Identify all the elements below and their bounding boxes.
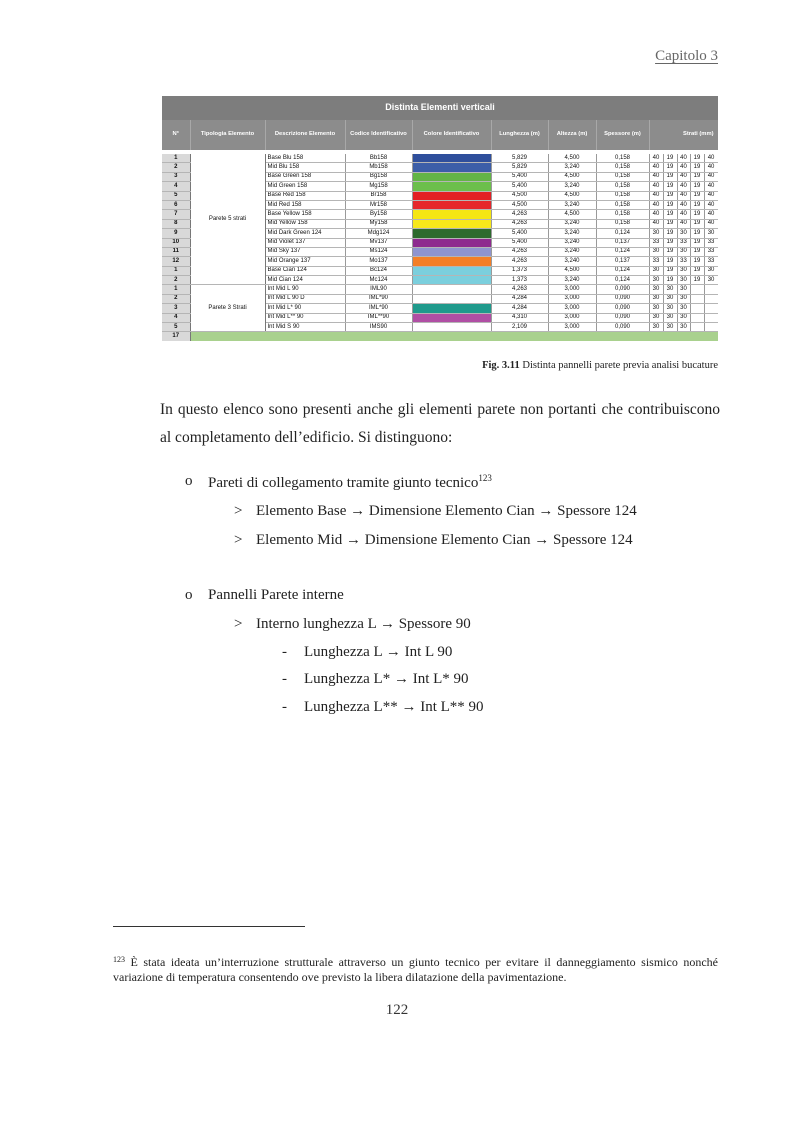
- strato-cell: 30: [649, 247, 663, 256]
- strato-cell: 40: [704, 219, 718, 228]
- row-number: 1: [162, 285, 190, 294]
- col-header-tipologia: Tipologia Elemento: [190, 120, 265, 150]
- figure-label: Fig. 3.11: [482, 360, 520, 371]
- row-number: 11: [162, 247, 190, 256]
- strato-cell: 19: [690, 276, 704, 285]
- code-cell: IML**90: [345, 313, 412, 322]
- strato-cell: 30: [677, 247, 690, 256]
- row-number: 2: [162, 294, 190, 303]
- strato-cell: 30: [649, 266, 663, 275]
- strato-cell: [690, 323, 704, 332]
- thickness-cell: 0,090: [596, 294, 649, 303]
- strato-cell: 19: [690, 200, 704, 209]
- thickness-cell: 0,158: [596, 163, 649, 172]
- description-cell: Mid Yellow 158: [265, 219, 345, 228]
- color-swatch: [412, 154, 491, 163]
- thickness-cell: 0,090: [596, 313, 649, 322]
- strato-cell: 30: [649, 276, 663, 285]
- table-body: [162, 150, 718, 341]
- height-cell: 3,000: [548, 294, 596, 303]
- color-swatch: [412, 182, 491, 191]
- col-header-codice: Codice Identificativo: [345, 120, 412, 150]
- strato-cell: 30: [663, 304, 677, 313]
- strato-cell: 40: [704, 182, 718, 191]
- length-cell: 1,373: [491, 276, 548, 285]
- description-cell: Int Mid L* 90: [265, 304, 345, 313]
- color-swatch: [412, 219, 491, 228]
- strato-cell: 19: [690, 210, 704, 219]
- strato-cell: 19: [663, 182, 677, 191]
- col-header-colore: Colore Identificativo: [412, 120, 491, 150]
- strato-cell: 30: [704, 229, 718, 238]
- tipologia-cell: Parete 3 Strati: [190, 285, 265, 332]
- strato-cell: 19: [663, 191, 677, 200]
- strato-cell: 19: [663, 247, 677, 256]
- strato-cell: 40: [677, 182, 690, 191]
- description-cell: Int Mid L** 90: [265, 313, 345, 322]
- code-cell: IML90: [345, 285, 412, 294]
- description-cell: Mid Cian 124: [265, 276, 345, 285]
- strato-cell: 30: [649, 285, 663, 294]
- height-cell: 3,240: [548, 238, 596, 247]
- strato-cell: 40: [649, 219, 663, 228]
- height-cell: 4,500: [548, 210, 596, 219]
- strato-cell: 19: [663, 229, 677, 238]
- strato-cell: [690, 285, 704, 294]
- strato-cell: 40: [677, 200, 690, 209]
- length-cell: 5,829: [491, 163, 548, 172]
- dash-item-l-2star: Lunghezza L** → Int L** 90: [304, 699, 484, 715]
- table-row: [162, 285, 718, 294]
- description-cell: Mid Green 158: [265, 182, 345, 191]
- page-number: 122: [385, 1002, 409, 1018]
- strato-cell: 30: [677, 304, 690, 313]
- strato-cell: 30: [677, 276, 690, 285]
- row-number: 5: [162, 191, 190, 200]
- strato-cell: 19: [663, 154, 677, 163]
- thickness-cell: 0,124: [596, 229, 649, 238]
- sub-item-base: Elemento Base → Dimensione Elemento Cian → Spessore 124: [256, 503, 637, 519]
- strato-cell: 40: [704, 200, 718, 209]
- strato-cell: 40: [649, 154, 663, 163]
- height-cell: 4,500: [548, 172, 596, 181]
- height-cell: 4,500: [548, 191, 596, 200]
- strato-cell: 40: [677, 191, 690, 200]
- color-swatch: [412, 257, 491, 266]
- strato-cell: [704, 313, 718, 322]
- chapter-header: Capitolo 3: [655, 48, 718, 64]
- color-swatch: [412, 247, 491, 256]
- strato-cell: 33: [677, 257, 690, 266]
- code-cell: Mo137: [345, 257, 412, 266]
- strato-cell: 30: [663, 323, 677, 332]
- figure-caption-text: Distinta pannelli parete previa analisi bucature: [519, 360, 718, 371]
- strato-cell: 30: [663, 285, 677, 294]
- length-cell: 4,263: [491, 285, 548, 294]
- footnote-text: È stata ideata un’interruzione strutturale attraverso un giunto tecnico per evitare il danneggiamento sismico nonché variazione di temperatura consentendo ove previsto la libera dilatazione della pavimentazione.: [113, 955, 718, 984]
- code-cell: Ms124: [345, 247, 412, 256]
- row-number: 3: [162, 304, 190, 313]
- strato-cell: 30: [649, 304, 663, 313]
- total-bar: [190, 332, 718, 341]
- description-cell: Base Blu 158: [265, 154, 345, 163]
- strato-cell: 40: [649, 163, 663, 172]
- row-number: 1: [162, 154, 190, 163]
- strato-cell: 19: [690, 172, 704, 181]
- height-cell: 3,000: [548, 285, 596, 294]
- strato-cell: 30: [677, 294, 690, 303]
- strato-cell: 19: [663, 238, 677, 247]
- strato-cell: 33: [704, 247, 718, 256]
- strato-cell: 40: [677, 172, 690, 181]
- description-cell: Base Green 158: [265, 172, 345, 181]
- strato-cell: 30: [704, 266, 718, 275]
- description-cell: Int Mid L 90 D: [265, 294, 345, 303]
- figure-caption: [482, 360, 718, 371]
- thickness-cell: 0,137: [596, 238, 649, 247]
- dash-marker-1: -: [282, 644, 287, 660]
- footnote: [113, 952, 718, 985]
- length-cell: 4,284: [491, 304, 548, 313]
- row-number: 9: [162, 229, 190, 238]
- strato-cell: 30: [649, 229, 663, 238]
- table-row: [162, 154, 718, 163]
- thickness-cell: 0,090: [596, 323, 649, 332]
- thickness-cell: 0,158: [596, 182, 649, 191]
- description-cell: Mid Dark Green 124: [265, 229, 345, 238]
- length-cell: 4,500: [491, 191, 548, 200]
- length-cell: 4,284: [491, 294, 548, 303]
- dash-marker-3: -: [282, 699, 287, 715]
- length-cell: 5,400: [491, 238, 548, 247]
- thickness-cell: 0,090: [596, 285, 649, 294]
- strato-cell: 40: [704, 191, 718, 200]
- height-cell: 3,240: [548, 182, 596, 191]
- body-paragraph: [160, 396, 720, 452]
- strato-cell: 19: [663, 200, 677, 209]
- strato-cell: 19: [663, 210, 677, 219]
- thickness-cell: 0,158: [596, 172, 649, 181]
- row-number: 10: [162, 238, 190, 247]
- row-number: 3: [162, 172, 190, 181]
- description-cell: Mid Red 158: [265, 200, 345, 209]
- strato-cell: 40: [677, 210, 690, 219]
- strato-cell: [690, 294, 704, 303]
- sub-marker-3: >: [234, 616, 243, 632]
- code-cell: Mc124: [345, 276, 412, 285]
- length-cell: 4,310: [491, 313, 548, 322]
- strato-cell: 30: [663, 313, 677, 322]
- table-total-row: [162, 332, 718, 341]
- footnote-number: 123: [113, 955, 125, 964]
- sub-item-mid: Elemento Mid → Dimensione Elemento Cian → Spessore 124: [256, 532, 633, 548]
- description-cell: Mid Violet 137: [265, 238, 345, 247]
- color-swatch: [412, 229, 491, 238]
- length-cell: 5,400: [491, 229, 548, 238]
- strato-cell: [704, 304, 718, 313]
- strato-cell: 40: [649, 200, 663, 209]
- length-cell: 4,263: [491, 257, 548, 266]
- length-cell: 4,500: [491, 200, 548, 209]
- color-swatch: [412, 191, 491, 200]
- description-cell: Base Yellow 158: [265, 210, 345, 219]
- code-cell: Mb158: [345, 163, 412, 172]
- height-cell: 3,240: [548, 219, 596, 228]
- sub-marker-2: >: [234, 532, 243, 548]
- bullet-item-1-text: Pareti di collegamento tramite giunto tecnico: [208, 475, 479, 491]
- col-header-num: N°: [162, 120, 190, 150]
- code-cell: Bg158: [345, 172, 412, 181]
- description-cell: Int Mid L 90: [265, 285, 345, 294]
- row-number: 8: [162, 219, 190, 228]
- strato-cell: 19: [663, 172, 677, 181]
- code-cell: Bb158: [345, 154, 412, 163]
- thickness-cell: 0,158: [596, 154, 649, 163]
- row-number: 7: [162, 210, 190, 219]
- thickness-cell: 0,158: [596, 191, 649, 200]
- strato-cell: 19: [690, 182, 704, 191]
- color-swatch: [412, 200, 491, 209]
- row-number: 12: [162, 257, 190, 266]
- length-cell: 1,373: [491, 266, 548, 275]
- code-cell: Mr158: [345, 200, 412, 209]
- strato-cell: 19: [690, 238, 704, 247]
- strato-cell: [704, 323, 718, 332]
- row-number: 2: [162, 163, 190, 172]
- height-cell: 3,240: [548, 276, 596, 285]
- col-header-lunghezza: Lunghezza (m): [491, 120, 548, 150]
- strato-cell: 40: [649, 172, 663, 181]
- code-cell: Bc124: [345, 266, 412, 275]
- height-cell: 4,500: [548, 266, 596, 275]
- strato-cell: 19: [663, 276, 677, 285]
- strato-cell: 19: [690, 257, 704, 266]
- bullet-item-2: Pannelli Parete interne: [208, 587, 344, 603]
- dash-item-l-star: Lunghezza L* → Int L* 90: [304, 671, 469, 687]
- code-cell: IML*90: [345, 294, 412, 303]
- code-cell: By158: [345, 210, 412, 219]
- strato-cell: 30: [704, 276, 718, 285]
- strato-cell: 40: [704, 172, 718, 181]
- code-cell: Mv137: [345, 238, 412, 247]
- footnote-ref-marker: 123: [478, 473, 492, 483]
- row-number: 6: [162, 200, 190, 209]
- strato-cell: [704, 285, 718, 294]
- strato-cell: 30: [677, 313, 690, 322]
- color-swatch: [412, 276, 491, 285]
- height-cell: 3,240: [548, 200, 596, 209]
- length-cell: 5,400: [491, 172, 548, 181]
- strato-cell: [704, 294, 718, 303]
- length-cell: 5,829: [491, 154, 548, 163]
- strato-cell: 30: [677, 229, 690, 238]
- elements-table-figure: [162, 96, 718, 350]
- row-number: 5: [162, 323, 190, 332]
- color-swatch: [412, 294, 491, 303]
- row-number: 4: [162, 313, 190, 322]
- height-cell: 3,240: [548, 247, 596, 256]
- strato-cell: 30: [663, 294, 677, 303]
- strato-cell: 19: [690, 163, 704, 172]
- strato-cell: 30: [649, 313, 663, 322]
- description-cell: Base Cian 124: [265, 266, 345, 275]
- color-swatch: [412, 210, 491, 219]
- strato-cell: 19: [663, 163, 677, 172]
- thickness-cell: 0,124: [596, 247, 649, 256]
- strato-cell: 19: [663, 266, 677, 275]
- strato-cell: 33: [677, 238, 690, 247]
- length-cell: 5,400: [491, 182, 548, 191]
- strato-cell: 30: [677, 323, 690, 332]
- thickness-cell: 0,124: [596, 266, 649, 275]
- dash-marker-2: -: [282, 671, 287, 687]
- length-cell: 2,109: [491, 323, 548, 332]
- color-swatch: [412, 304, 491, 313]
- strato-cell: 33: [704, 257, 718, 266]
- code-cell: IML*90: [345, 304, 412, 313]
- strato-cell: 30: [649, 294, 663, 303]
- strato-cell: 19: [690, 219, 704, 228]
- row-number: 1: [162, 266, 190, 275]
- strato-cell: 40: [677, 219, 690, 228]
- color-swatch: [412, 285, 491, 294]
- thickness-cell: 0,137: [596, 257, 649, 266]
- description-cell: Mid Blu 158: [265, 163, 345, 172]
- strato-cell: 33: [704, 238, 718, 247]
- col-header-altezza: Altezza (m): [548, 120, 596, 150]
- sub-item-interno: Interno lunghezza L → Spessore 90: [256, 616, 471, 632]
- strato-cell: 33: [649, 257, 663, 266]
- code-cell: Mg158: [345, 182, 412, 191]
- tipologia-cell: Parete 5 strati: [190, 154, 265, 285]
- dash-item-l: Lunghezza L → Int L 90: [304, 644, 453, 660]
- description-cell: Base Red 158: [265, 191, 345, 200]
- color-swatch: [412, 323, 491, 332]
- code-cell: Mdg124: [345, 229, 412, 238]
- strato-cell: 19: [690, 247, 704, 256]
- strato-cell: 40: [649, 191, 663, 200]
- table-title: Distinta Elementi verticali: [162, 96, 718, 120]
- row-number: 2: [162, 276, 190, 285]
- code-cell: Br158: [345, 191, 412, 200]
- col-header-strati: Strati (mm): [649, 120, 718, 150]
- strato-cell: 19: [663, 257, 677, 266]
- total-count: 17: [162, 332, 190, 341]
- paragraph-line-1: In questo elenco sono presenti anche gli elementi parete non portanti che contribuiscono: [160, 401, 720, 418]
- length-cell: 4,263: [491, 210, 548, 219]
- bullet-marker-1: o: [185, 473, 193, 489]
- height-cell: 3,240: [548, 257, 596, 266]
- code-cell: My158: [345, 219, 412, 228]
- strato-cell: 40: [704, 163, 718, 172]
- bullet-item-1: [208, 473, 492, 492]
- height-cell: 4,500: [548, 154, 596, 163]
- col-header-descrizione: Descrizione Elemento: [265, 120, 345, 150]
- elements-table: [162, 96, 718, 341]
- strato-cell: 40: [649, 182, 663, 191]
- row-number: 4: [162, 182, 190, 191]
- height-cell: 3,240: [548, 163, 596, 172]
- strato-cell: 19: [663, 219, 677, 228]
- height-cell: 3,000: [548, 313, 596, 322]
- thickness-cell: 0,124: [596, 276, 649, 285]
- strato-cell: 33: [649, 238, 663, 247]
- thickness-cell: 0,158: [596, 219, 649, 228]
- color-swatch: [412, 313, 491, 322]
- footnote-separator: [113, 926, 305, 927]
- description-cell: Mid Orange 137: [265, 257, 345, 266]
- col-header-spessore: Spessore (m): [596, 120, 649, 150]
- height-cell: 3,000: [548, 304, 596, 313]
- strato-cell: 19: [690, 229, 704, 238]
- thickness-cell: 0,158: [596, 210, 649, 219]
- strato-cell: 19: [690, 154, 704, 163]
- strato-cell: 30: [649, 323, 663, 332]
- strato-cell: 40: [677, 163, 690, 172]
- length-cell: 4,263: [491, 219, 548, 228]
- strato-cell: [690, 313, 704, 322]
- color-swatch: [412, 172, 491, 181]
- color-swatch: [412, 266, 491, 275]
- thickness-cell: 0,158: [596, 200, 649, 209]
- strato-cell: 30: [677, 285, 690, 294]
- color-swatch: [412, 163, 491, 172]
- strato-cell: 40: [704, 210, 718, 219]
- strato-cell: 40: [649, 210, 663, 219]
- length-cell: 4,263: [491, 247, 548, 256]
- color-swatch: [412, 238, 491, 247]
- strato-cell: 19: [690, 191, 704, 200]
- description-cell: Mid Sky 137: [265, 247, 345, 256]
- paragraph-line-2: al completamento dell’edificio. Si distinguono:: [160, 429, 453, 446]
- strato-cell: 40: [704, 154, 718, 163]
- thickness-cell: 0,090: [596, 304, 649, 313]
- height-cell: 3,000: [548, 323, 596, 332]
- sub-marker-1: >: [234, 503, 243, 519]
- height-cell: 3,240: [548, 229, 596, 238]
- strato-cell: 30: [677, 266, 690, 275]
- strato-cell: 19: [690, 266, 704, 275]
- strato-cell: 40: [677, 154, 690, 163]
- description-cell: Int Mid S 90: [265, 323, 345, 332]
- code-cell: IMS90: [345, 323, 412, 332]
- bullet-marker-2: o: [185, 587, 193, 603]
- strato-cell: [690, 304, 704, 313]
